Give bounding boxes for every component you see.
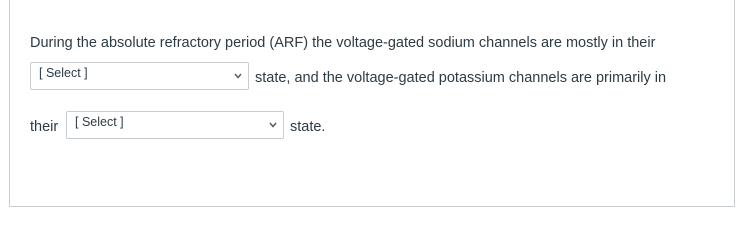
question-text-their: their [30,119,59,135]
sodium-channel-state-dropdown[interactable] [30,62,249,90]
potassium-channel-state-dropdown[interactable] [66,111,284,139]
dropdown-selected-value: [ Select ] [39,66,88,80]
dropdown-selected-value: [ Select ] [75,115,124,129]
question-card [9,0,735,207]
chevron-down-icon [234,73,242,79]
chevron-down-icon [269,122,277,128]
question-text-middle: state, and the voltage-gated potassium channels are primarily in [255,70,667,86]
question-text-start: During the absolute refractory period (ARF) the voltage-gated sodium channels are mostly in their [30,35,656,51]
question-text-end: state. [290,119,326,135]
